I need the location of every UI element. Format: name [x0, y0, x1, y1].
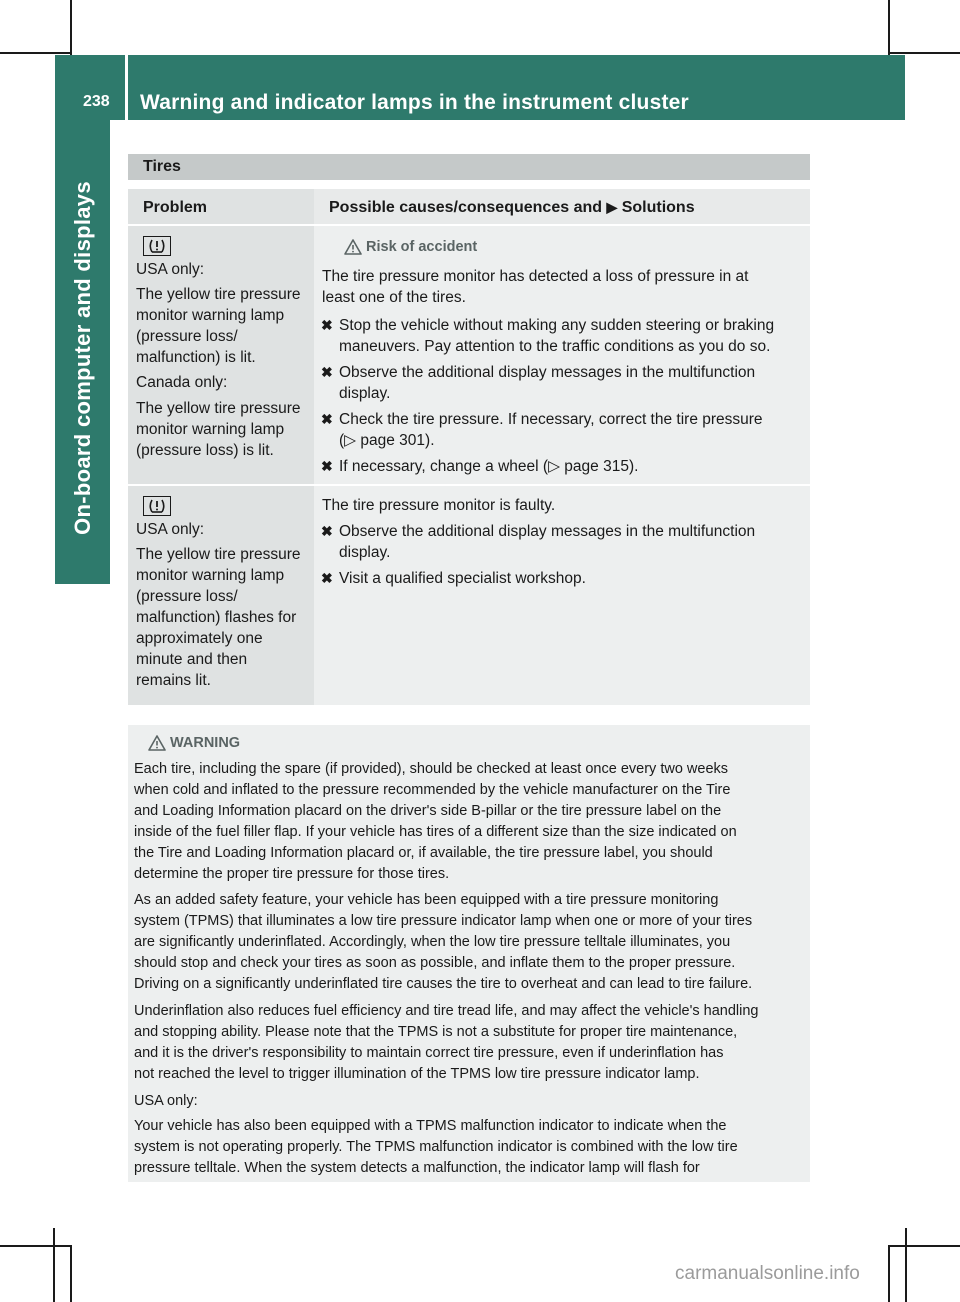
- tire-pressure-warning-icon: [143, 496, 171, 516]
- page-title: Warning and indicator lamps in the instrument cluster: [140, 91, 689, 114]
- problem-line: monitor warning lamp: [136, 307, 285, 324]
- solution-text: least one of the tires.: [322, 289, 466, 306]
- risk-of-accident-label: Risk of accident: [366, 239, 478, 255]
- warning-line: and stopping ability. Please note that the TPMS is not a substitute for proper tire maintenance,: [134, 1024, 738, 1040]
- warning-line: not reached the level to trigger illumination of the TPMS low tire pressure indicator lamp.: [134, 1066, 700, 1082]
- solution-step: Check the tire pressure. If necessary, correct the tire pressure: [339, 411, 763, 428]
- warning-title: WARNING: [170, 735, 241, 751]
- problem-line: Canada only:: [136, 374, 228, 391]
- problem-line: (pressure loss/: [136, 328, 238, 345]
- problem-cell: [128, 486, 314, 705]
- solution-step: maneuvers. Pay attention to the traffic conditions as you do so.: [339, 338, 771, 355]
- solution-text: The tire pressure monitor is faulty.: [322, 497, 556, 514]
- warning-line: Driving on a significantly underinflated tire causes the tire to overheat and can lead to tire failure.: [134, 976, 753, 992]
- problem-line: malfunction) flashes for: [136, 609, 297, 626]
- warning-line: inside of the fuel filler flap. If your vehicle has tires of a different size than the size indicated on: [134, 824, 737, 840]
- problem-line: USA only:: [136, 521, 205, 538]
- warning-line: Your vehicle has also been equipped with a TPMS malfunction indicator to indicate when the: [134, 1118, 727, 1134]
- problem-line: minute and then: [136, 651, 248, 668]
- header-divider: [125, 55, 128, 120]
- problem-line: The yellow tire pressure: [136, 546, 301, 563]
- warning-line: system is not operating properly. The TPMS malfunction indicator is combined with the low tire: [134, 1139, 738, 1155]
- warning-line: when cold and inflated to the pressure recommended by the vehicle manufacturer on the Tire: [134, 782, 731, 798]
- column-header-prefix: Possible causes/consequences and: [329, 199, 603, 216]
- page-number: 238: [83, 93, 110, 110]
- warning-line: As an added safety feature, your vehicle has been equipped with a tire pressure monitoring: [134, 892, 719, 908]
- problem-line: The yellow tire pressure: [136, 400, 301, 417]
- problem-line: monitor warning lamp: [136, 567, 285, 584]
- solution-step: display.: [339, 385, 391, 402]
- warning-line: and Loading Information placard on the driver's side B-pillar or the tire pressure label on the: [134, 803, 722, 819]
- solution-text: The tire pressure monitor has detected a loss of pressure in at: [322, 268, 749, 285]
- side-tab-label: On-board computer and displays: [70, 181, 95, 535]
- problem-line: remains lit.: [136, 672, 211, 689]
- solution-cell: [314, 226, 810, 484]
- crop-mark: [888, 1245, 890, 1302]
- tire-pressure-warning-icon: [143, 236, 171, 256]
- crop-mark: [890, 1245, 960, 1247]
- column-header-suffix: Solutions: [621, 199, 695, 216]
- table-row: [128, 486, 810, 705]
- crop-mark: [0, 1245, 70, 1247]
- action-x-icon: ✖: [321, 364, 333, 380]
- solution-step: Visit a qualified specialist workshop.: [339, 570, 586, 587]
- watermark: carmanualsonline.info: [675, 1263, 860, 1284]
- warning-line: the Tire and Loading Information placard or, if available, the tire pressure label, you should: [134, 845, 713, 861]
- problem-line: malfunction) is lit.: [136, 349, 256, 366]
- problem-cell: [128, 226, 314, 484]
- solution-step: Stop the vehicle without making any sudden steering or braking: [339, 317, 775, 334]
- solution-step: (▷ page 301).: [339, 432, 435, 449]
- warning-triangle-icon: [148, 735, 166, 751]
- warning-line: pressure telltale. When the system detects a malfunction, the indicator lamp will flash for: [134, 1160, 700, 1176]
- warning-line: Each tire, including the spare (if provided), should be checked at least once every two weeks: [134, 761, 729, 777]
- solution-cell: [314, 486, 810, 705]
- side-tab: [55, 120, 110, 584]
- action-x-icon: ✖: [321, 411, 333, 427]
- page-header: [55, 55, 905, 120]
- problem-line: monitor warning lamp: [136, 421, 285, 438]
- arrow-right-icon: ▶: [606, 199, 618, 215]
- section-title-bar: [128, 154, 810, 180]
- problem-line: (pressure loss/: [136, 588, 238, 605]
- crop-mark: [890, 52, 960, 54]
- crop-mark: [70, 1245, 72, 1302]
- section-title: Tires: [143, 158, 181, 175]
- crop-mark: [905, 1228, 907, 1302]
- action-x-icon: ✖: [321, 523, 333, 539]
- warning-line: Underinflation also reduces fuel efficiency and tire tread life, and may affect the vehicle's handling: [134, 1003, 759, 1019]
- action-x-icon: ✖: [321, 317, 333, 333]
- warning-line: and it is the driver's responsibility to maintain correct tire pressure, even if underinflation has: [134, 1045, 724, 1061]
- solution-step: Observe the additional display messages in the multifunction: [339, 523, 756, 540]
- table-row: [128, 226, 810, 484]
- warning-line: system (TPMS) that illuminates a low tire pressure indicator lamp when one or more of your tires: [134, 913, 753, 929]
- column-header-solutions-label: [329, 199, 695, 217]
- problem-line: (pressure loss) is lit.: [136, 442, 274, 459]
- warning-triangle-icon: [344, 239, 362, 255]
- problem-line: The yellow tire pressure: [136, 286, 301, 303]
- warning-line: are significantly underinflated. Accordingly, when the low tire pressure telltale illuminates, you: [134, 934, 731, 950]
- solution-step: If necessary, change a wheel (▷ page 315).: [339, 458, 639, 475]
- column-header-problem: [128, 189, 314, 224]
- solution-step: Observe the additional display messages in the multifunction: [339, 364, 756, 381]
- warning-box: [128, 725, 810, 1182]
- problem-line: approximately one: [136, 630, 263, 647]
- action-x-icon: ✖: [321, 458, 333, 474]
- action-x-icon: ✖: [321, 570, 333, 586]
- warning-line: determine the proper tire pressure for those tires.: [134, 866, 450, 882]
- warning-line: should stop and check your tires as soon as possible, and inflate them to the proper pressure.: [134, 955, 736, 971]
- column-header-problem-label: Problem: [143, 199, 208, 216]
- crop-mark: [0, 52, 70, 54]
- problem-line: USA only:: [136, 261, 205, 278]
- crop-mark: [53, 1228, 55, 1302]
- solution-step: display.: [339, 544, 391, 561]
- column-header-solutions: [314, 189, 810, 224]
- warning-line: USA only:: [134, 1093, 198, 1109]
